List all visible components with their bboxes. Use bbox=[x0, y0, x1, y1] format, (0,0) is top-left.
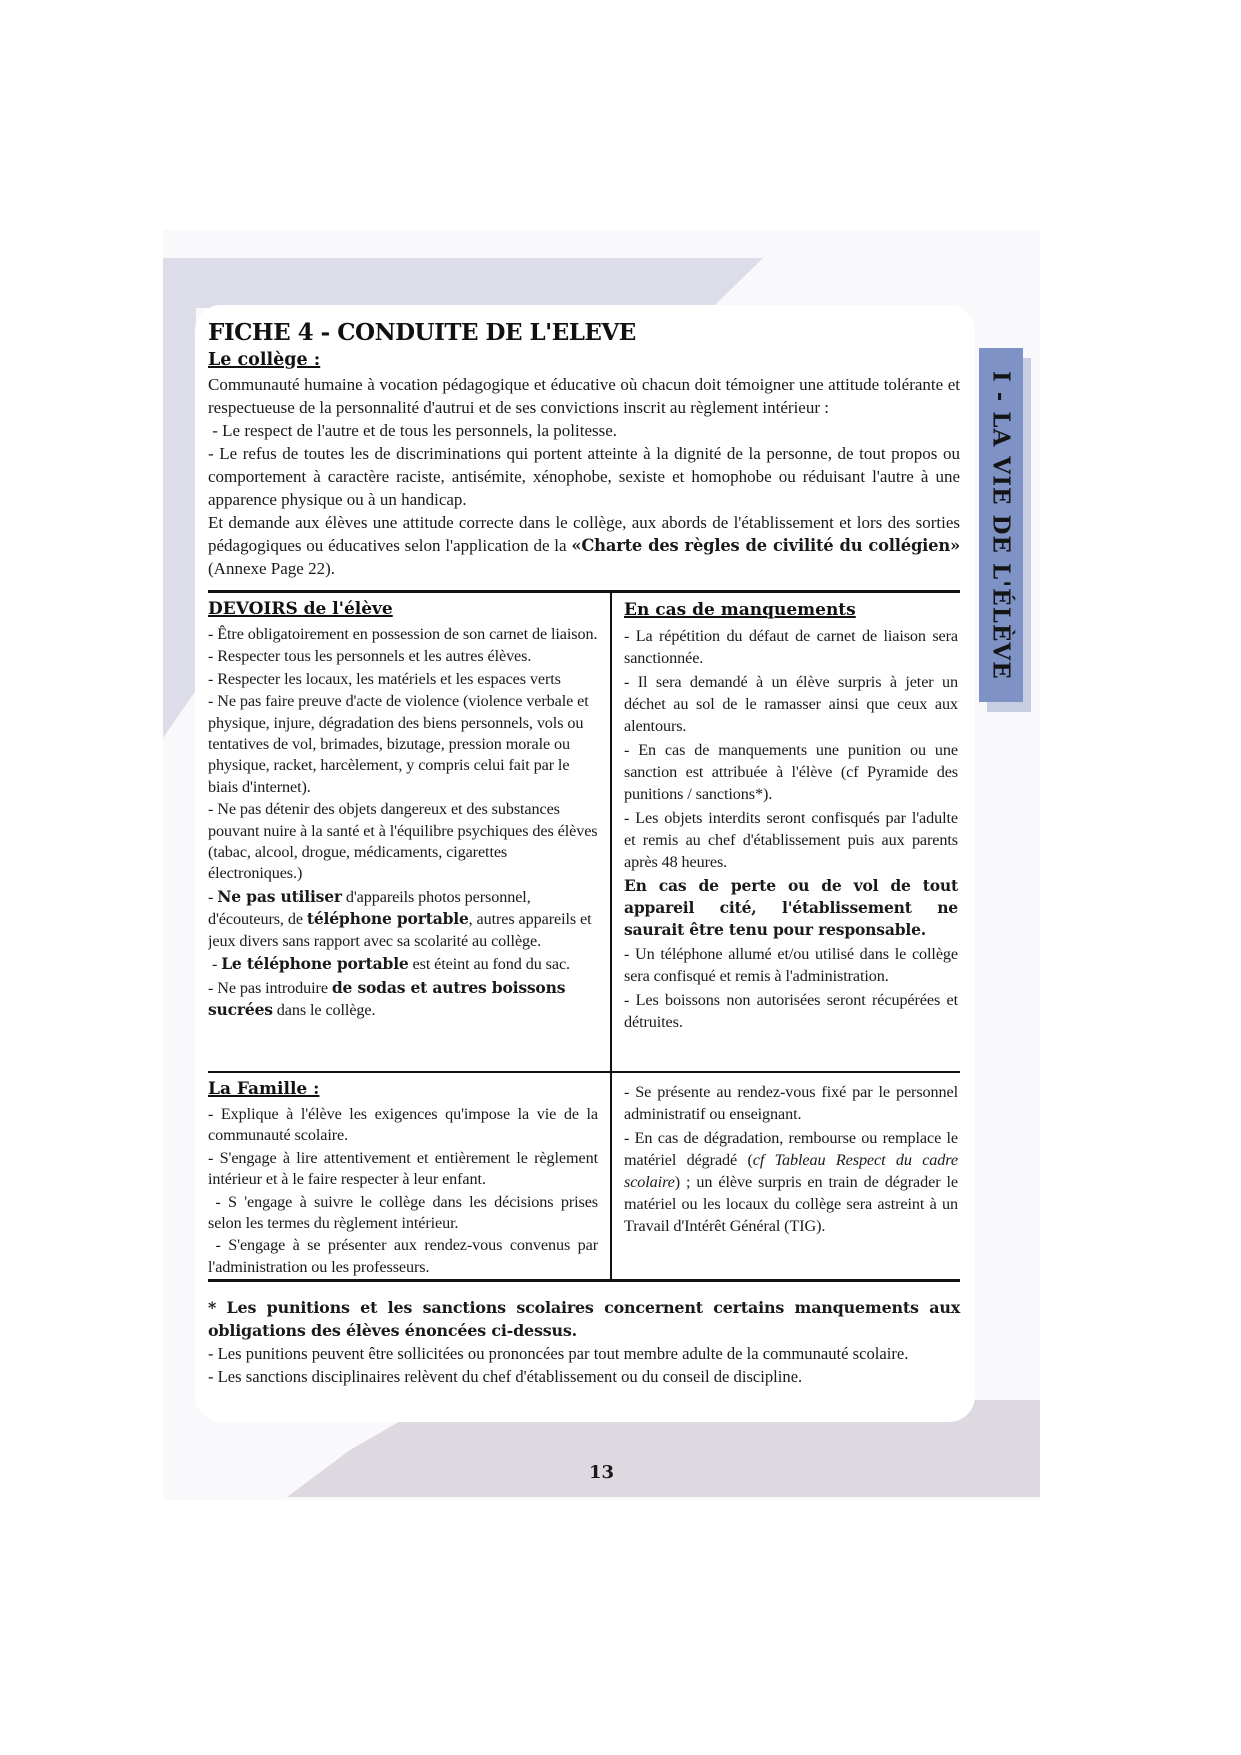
paragraph: - Un téléphone allumé et/ou utilisé dans le collège sera confisqué et remis à l'administration. bbox=[624, 945, 958, 985]
paragraph bbox=[208, 1296, 960, 1342]
paragraph bbox=[624, 875, 958, 941]
paragraph: - Respecter tous les personnels et les autres élèves. bbox=[208, 647, 532, 666]
family-items bbox=[208, 1104, 598, 1278]
paragraph: - S'engage à lire attentivement et entièrement le règlement intérieur et à le faire respecter à leur enfant. bbox=[208, 1148, 598, 1189]
family-cell bbox=[208, 1073, 610, 1279]
paragraph: - Respecter les locaux, les matériels et les espaces verts bbox=[208, 669, 561, 688]
paragraph: Et demande aux élèves une attitude correcte dans le collège, aux abords de l'établissement et lors des sorties pédagogiques ou éducatives selon l'application de la «Charte des règles de civilité du collégien» (Annexe Page 22). bbox=[208, 513, 961, 578]
rules-table bbox=[208, 590, 960, 1282]
table-row-duties bbox=[208, 593, 960, 1073]
family-heading: La Famille : bbox=[208, 1079, 320, 1099]
sanctions-items bbox=[624, 625, 958, 1033]
page-number: 13 bbox=[588, 1462, 615, 1483]
paragraph: - Les boissons non autorisées seront récupérées et détruites. bbox=[624, 991, 958, 1031]
sanctions-heading: En cas de manquements bbox=[624, 600, 856, 620]
paragraph: - Explique à l'élève les exigences qu'impose la vie de la communauté scolaire. bbox=[208, 1105, 598, 1145]
section-tab bbox=[979, 348, 1023, 702]
paragraph: - Ne pas introduire de sodas et autres boissons sucrées dans le collège. bbox=[208, 977, 566, 1019]
footnotes-section bbox=[208, 1296, 960, 1388]
family-sanctions-cell bbox=[610, 1073, 960, 1279]
paragraph: - Être obligatoirement en possession de son carnet de liaison. bbox=[208, 625, 598, 643]
paragraph: - Les punitions peuvent être sollicitées ou prononcées par tout membre adulte de la communauté scolaire. bbox=[208, 1344, 909, 1363]
intro-paragraphs bbox=[208, 373, 960, 580]
paragraph: - Se présente au rendez-vous fixé par le personnel administratif ou enseignant. bbox=[624, 1083, 958, 1123]
content-card bbox=[195, 305, 975, 1422]
paragraph: - Les sanctions disciplinaires relèvent du chef d'établissement ou du conseil de discipline. bbox=[208, 1367, 803, 1386]
section-tab-label: I - LA VIE DE L'ÉLÈVE bbox=[987, 370, 1015, 680]
bold-text: En cas de perte ou de vol de tout appareil cité, l'établissement ne saurait être tenu pour responsable. bbox=[624, 876, 958, 939]
paragraph: - S 'engage à suivre le collège dans les décisions prises selon les termes du règlement intérieur. bbox=[208, 1192, 598, 1233]
paragraph: - Le respect de l'autre et de tous les personnels, la politesse. bbox=[208, 421, 618, 440]
paragraph: Communauté humaine à vocation pédagogique et éducative où chacun doit témoigner une attitude tolérante et respectueuse de la personnalité d'autrui et de ses convictions inscrit au règlement intérieur : bbox=[208, 375, 960, 417]
intro-heading: Le collège : bbox=[208, 350, 321, 370]
intro-section bbox=[208, 350, 960, 580]
paragraph: - Ne pas faire preuve d'acte de violence (violence verbale et physique, injure, dégradation des biens personnels, vols ou tentatives de vol, brimades, bizutage, pression morale ou physique, racket, harcèlement, y compris celui fait par le biais d'internet). bbox=[208, 692, 589, 796]
paragraph: - Ne pas détenir des objets dangereux et des substances pouvant nuire à la santé et à l'équilibre psychiques des élèves (tabac, alcool, drogue, médicaments, cigarettes électroniques.) bbox=[208, 800, 598, 883]
paragraph: - Le refus de toutes les de discriminations qui portent atteinte à la dignité de la personne, de tout propos ou comportement à caractère raciste, antisémite, xénophobe, sexiste et homophobe ou réduisant l'autre à une apparence physique ou à un handicap. bbox=[208, 444, 960, 509]
paragraph: - Ne pas utiliser d'appareils photos personnel, d'écouteurs, de téléphone portable, autres appareils et jeux divers sans rapport avec sa scolarité au collège. bbox=[208, 886, 592, 950]
bold-text: Ne pas utiliser bbox=[217, 886, 342, 906]
bold-text: téléphone portable bbox=[306, 909, 469, 929]
duties-heading: DEVOIRS de l'élève bbox=[208, 599, 393, 619]
duties-cell bbox=[208, 593, 610, 1071]
page-title: FICHE 4 - CONDUITE DE L'ELEVE bbox=[208, 319, 636, 346]
paragraph: - Il sera demandé à un élève surpris à jeter un déchet au sol de le ramasser ainsi que ceux aux alentours. bbox=[624, 673, 958, 735]
paragraph: - En cas de dégradation, rembourse ou remplace le matériel dégradé (cf Tableau Respect du cadre scolaire) ; un élève surpris en train de dégrader le matériel ou les locaux du collège sera astreint à un Travail d'Intérêt Général (TIG). bbox=[624, 1129, 958, 1235]
bold-text: Le téléphone portable bbox=[221, 954, 409, 974]
paragraph: - S'engage à se présenter aux rendez-vous convenus par l'administration ou les professeurs. bbox=[208, 1236, 598, 1276]
paragraph: - Les objets interdits seront confisqués par l'adulte et remis au chef d'établissement puis aux parents après 48 heures. bbox=[624, 809, 958, 871]
sanctions-cell bbox=[610, 593, 960, 1071]
paragraph: - La répétition du défaut de carnet de liaison sera sanctionnée. bbox=[624, 627, 958, 667]
paragraph: - En cas de manquements une punition ou une sanction est attribuée à l'élève (cf Pyramide des punitions / sanctions*). bbox=[624, 741, 958, 803]
table-row-family bbox=[208, 1073, 960, 1279]
paragraph: - Le téléphone portable est éteint au fond du sac. bbox=[208, 954, 570, 974]
duties-items bbox=[208, 624, 598, 1021]
bold-text: de sodas et autres boissons sucrées bbox=[208, 977, 566, 1019]
bold-text: * Les punitions et les sanctions scolaires concernent certains manquements aux obligations des élèves énoncées ci-dessus. bbox=[208, 1298, 960, 1340]
italic-text: cf Tableau Respect du cadre scolaire bbox=[624, 1151, 958, 1191]
booklet-page bbox=[163, 230, 1040, 1500]
family-sanctions-items bbox=[624, 1081, 958, 1237]
bold-text: «Charte des règles de civilité du collégien» bbox=[571, 536, 961, 555]
